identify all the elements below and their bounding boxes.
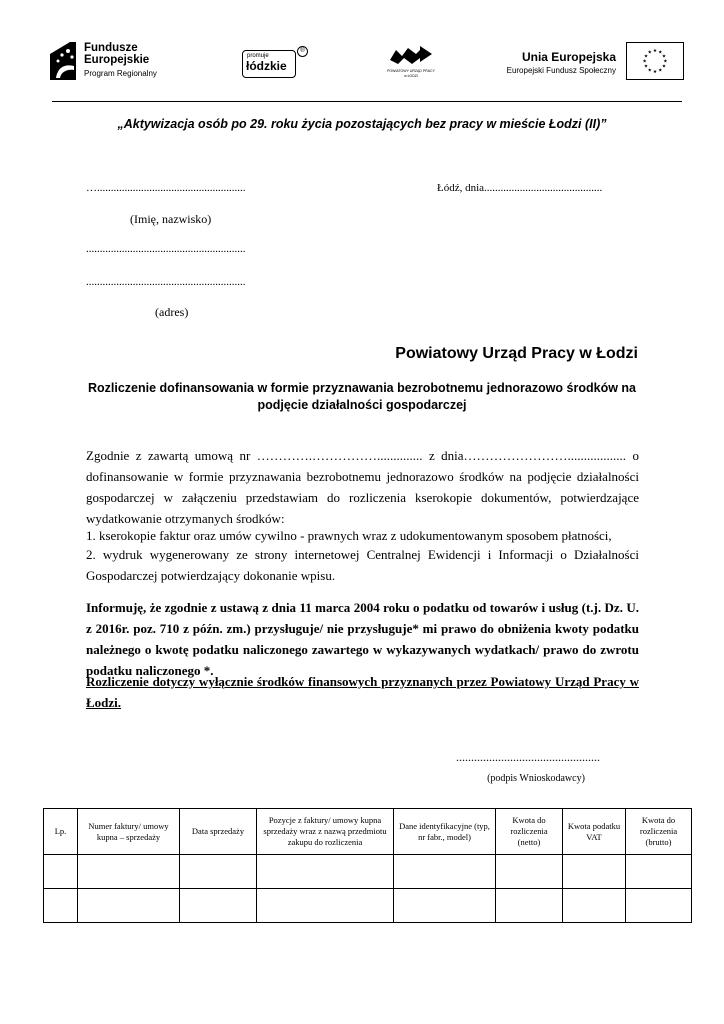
expenses-table (43, 808, 692, 923)
table-cell[interactable] (257, 855, 394, 889)
table-cell[interactable] (496, 855, 563, 889)
header-divider (52, 101, 682, 102)
eu-star-icon: ★ (658, 68, 663, 74)
eu-star-icon: ★ (652, 69, 658, 75)
eu-star-icon: ★ (652, 49, 658, 55)
table-row (44, 855, 692, 889)
address-label: (adres) (155, 305, 189, 319)
eu-star-icon: ★ (643, 64, 649, 70)
eu-star-icon: ★ (647, 50, 652, 56)
eu-flag-icon (626, 42, 684, 80)
col-items: Pozycje z faktury/ umowy kupna sprzedaży wraz z nazwą przedmiotu zakupu do rozliczenia (257, 809, 394, 855)
col-identification: Dane identyfikacyjne (typ, nr fabr., model) (394, 809, 496, 855)
table-cell[interactable] (257, 889, 394, 923)
address-field-1[interactable]: .......................................................... (86, 243, 246, 255)
table-cell[interactable] (78, 889, 180, 923)
lodzkie-promuje: promuje (247, 53, 269, 59)
eu-star-icon: ★ (642, 59, 647, 65)
table-cell[interactable] (78, 855, 180, 889)
table-cell[interactable] (626, 855, 692, 889)
table-cell[interactable] (563, 855, 626, 889)
name-field[interactable]: …...................................................... (86, 182, 246, 194)
vat-statement: Informuję, że zgodnie z ustawą z dnia 11 marca 2004 roku o podatku od towarów i usług (t.j. Dz. U. z 2016r. poz. 710 z późn. zm.) przysługuje/ nie przysługuje* mi prawo do obniżenia kwoty podatku należnego o kwotę podatku naliczonego zawartego w wykazywanych wydatkach/ prawo do zwrotu podatku naliczonego *. (86, 600, 639, 678)
table-cell[interactable] (44, 855, 78, 889)
ue-subtitle: Europejski Fundusz Społeczny (506, 66, 616, 75)
signature-field[interactable]: ................................................ (456, 750, 600, 764)
attachment-item-1: 1. kserokopie faktur oraz umów cywilno - prawnych wraz z udokumentowanym sposobem płatności, (86, 528, 612, 543)
table-header-row (44, 809, 692, 855)
fe-line-3: Program Regionalny (84, 69, 157, 78)
settlement-note: Rozliczenie dotyczy wyłącznie środków finansowych przyznanych przez Powiatowy Urząd Pracy w Łodzi. (86, 674, 639, 710)
col-vat: Kwota podatku VAT (563, 809, 626, 855)
eu-star-icon: ★ (643, 54, 649, 60)
table-cell[interactable] (626, 889, 692, 923)
col-gross: Kwota do rozliczenia (brutto) (626, 809, 692, 855)
logo-pup-lodz (386, 44, 436, 80)
table-row (44, 889, 692, 923)
address-field-2[interactable]: .......................................................... (86, 276, 246, 288)
project-title: „Aktywizacja osób po 29. roku życia pozostających bez pracy w mieście Łodzi (II)” (117, 117, 607, 131)
registered-icon: ® (297, 46, 308, 57)
eu-star-icon: ★ (661, 54, 667, 60)
ue-title: Unia Europejska (521, 50, 616, 64)
col-sale-date: Data sprzedaży (180, 809, 257, 855)
table-cell[interactable] (180, 855, 257, 889)
intro-paragraph: Zgodnie z zawartą umową nr ………….…………….............. z dnia…………………….................. o dofinansowanie w formie przyznawania bezrobotnemu jednorazowo środków na podjęcie działalności gospodarczej w załączeniu przedstawiam do rozliczenia kserokopie dokumentów, potwierdzające wydatkowanie otrzymanych środków: (86, 448, 639, 526)
signature-label: (podpis Wnioskodawcy) (487, 773, 585, 784)
logo-promuje-lodzkie (242, 46, 310, 78)
eu-star-icon: ★ (658, 50, 663, 56)
col-invoice-number: Numer faktury/ umowy kupna – sprzedaży (78, 809, 180, 855)
pup-arrow-icon (386, 44, 436, 68)
office-name: Powiatowy Urząd Pracy w Łodzi (395, 345, 638, 362)
pup-caption: POWIATOWY URZĄD PRACY w ŁODZI (387, 69, 435, 78)
eu-star-icon: ★ (661, 64, 667, 70)
table-cell[interactable] (394, 889, 496, 923)
col-net: Kwota do rozliczenia (netto) (496, 809, 563, 855)
logo-unia-europejska (500, 42, 684, 82)
table-cell[interactable] (563, 889, 626, 923)
fundusze-europejskie-icon (48, 40, 78, 82)
lodzkie-name: łódzkie (246, 59, 287, 73)
attachment-item-2: 2. wydruk wygenerowany ze strony internetowej Centralnej Ewidencji i Informacji o Działalności Gospodarczej potwierdzający dokonanie wpisu. (86, 547, 639, 583)
table-cell[interactable] (44, 889, 78, 923)
table-cell[interactable] (496, 889, 563, 923)
table-cell[interactable] (180, 889, 257, 923)
settlement-title: Rozliczenie dofinansowania w formie przyznawania bezrobotnemu jednorazowo środków na podjęcie działalności gospodarczej (88, 381, 636, 412)
fe-line-2: Europejskie (84, 54, 150, 66)
fe-line-1: Fundusze (84, 42, 138, 54)
eu-star-icon: ★ (647, 68, 652, 74)
logo-fundusze-europejskie (48, 40, 188, 84)
eu-star-icon: ★ (663, 59, 668, 65)
name-label: (Imię, nazwisko) (130, 212, 212, 226)
table-cell[interactable] (394, 855, 496, 889)
city-date-field[interactable]: Łódź, dnia........................................... (437, 182, 603, 194)
col-lp: Lp. (44, 809, 78, 855)
